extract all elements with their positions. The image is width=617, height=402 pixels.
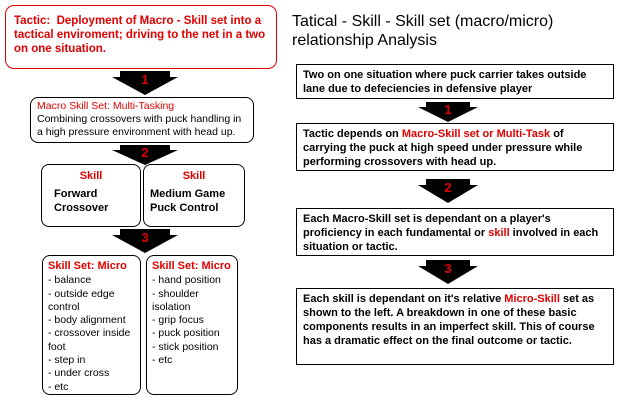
macro-dependency-box — [296, 208, 614, 256]
tactic-box — [5, 5, 277, 69]
micro-skill-heading: Skill Set: Micro — [48, 260, 127, 272]
arrow-3-left — [112, 229, 178, 253]
list-item: - step in — [48, 354, 86, 367]
skill-heading: Skill — [182, 170, 206, 182]
skill-box-puck-control — [143, 164, 245, 227]
arrow-2-left — [112, 145, 178, 165]
tactic-dependency-text: Tactic depends on — [303, 128, 402, 140]
arrow-1-right-label: 1 — [444, 102, 452, 117]
tactic-label: Tactic: — [14, 15, 51, 27]
micro-skill-set-box — [146, 255, 238, 395]
list-item: - body alignment — [48, 314, 126, 327]
arrow-3-right — [418, 260, 478, 284]
skill-dependency-text: Each skill is dependant on it's relative — [303, 293, 505, 305]
list-item: - etc — [152, 354, 173, 367]
diagram-title: Tatical - Skill - Skill set (macro/micro) relationship Analysis — [292, 13, 554, 49]
macro-skill-highlight: Macro-Skill set or Multi-Task — [401, 128, 551, 140]
list-item: - hand position — [152, 274, 221, 287]
macro-dependency-text: Each Macro-Skill set is dependant on a player's proficiency in each fundamental or — [303, 213, 551, 239]
skill-dependency-text-end: set as shown to the left. A breakdown in one of these basic components results in an imperfect skill. This of course has a dramatic effect on the final outcome or tactic. — [303, 293, 595, 347]
list-item: - under cross — [48, 367, 110, 380]
macro-skill-box — [30, 97, 254, 143]
list-item: - shoulder isolation — [152, 287, 199, 313]
skill-dependency-box — [296, 288, 614, 365]
macro-skill-heading: Macro Skill Set: Multi-Tasking — [37, 100, 175, 112]
tactic-dependency-box — [296, 123, 614, 171]
skill-heading: Skill — [79, 170, 103, 182]
tactic-dependency-text-end: of carrying the puck at high speed under pressure while performing crossovers with head up. — [303, 128, 583, 168]
skill-highlight: skill — [488, 227, 510, 239]
micro-skill-highlight: Micro-Skill — [504, 293, 560, 305]
list-item: - stick position — [152, 340, 219, 353]
arrow-2-right-label: 2 — [444, 180, 452, 195]
micro-skill-set-box — [42, 255, 141, 395]
arrow-1-left — [112, 71, 178, 95]
macro-skill-text: Combining crossovers with puck handling in a high pressure environment with head up. — [37, 113, 242, 138]
list-item: - crossover inside foot — [48, 327, 131, 353]
skill-text: Forward Crossover — [54, 188, 109, 214]
arrow-2-left-label: 2 — [141, 145, 149, 160]
list-item: - puck position — [152, 327, 220, 340]
macro-dependency-text-end: involved in each situation or tactic. — [303, 227, 599, 253]
micro-skill-heading: Skill Set: Micro — [152, 260, 231, 272]
skill-box-forward-crossover — [41, 164, 141, 227]
list-item: - outside edge control — [48, 287, 115, 313]
arrow-1-right — [418, 102, 478, 122]
situation-text: Two on one situation where puck carrier takes outside lane due to defeciencies in defensive player — [303, 69, 587, 95]
arrow-3-left-label: 3 — [141, 230, 149, 245]
arrow-3-right-label: 3 — [444, 261, 452, 276]
list-item: - grip focus — [152, 314, 204, 327]
arrow-1-left-label: 1 — [141, 72, 149, 87]
skill-text: Medium Game Puck Control — [150, 188, 226, 214]
situation-box — [296, 64, 614, 99]
list-item: - etc — [48, 380, 69, 393]
arrow-2-right — [418, 179, 478, 203]
list-item: - balance — [48, 274, 92, 287]
tactic-text: Deployment of Macro - Skill set into a tactical enviroment; driving to the net in a two on one situation. — [14, 15, 266, 55]
